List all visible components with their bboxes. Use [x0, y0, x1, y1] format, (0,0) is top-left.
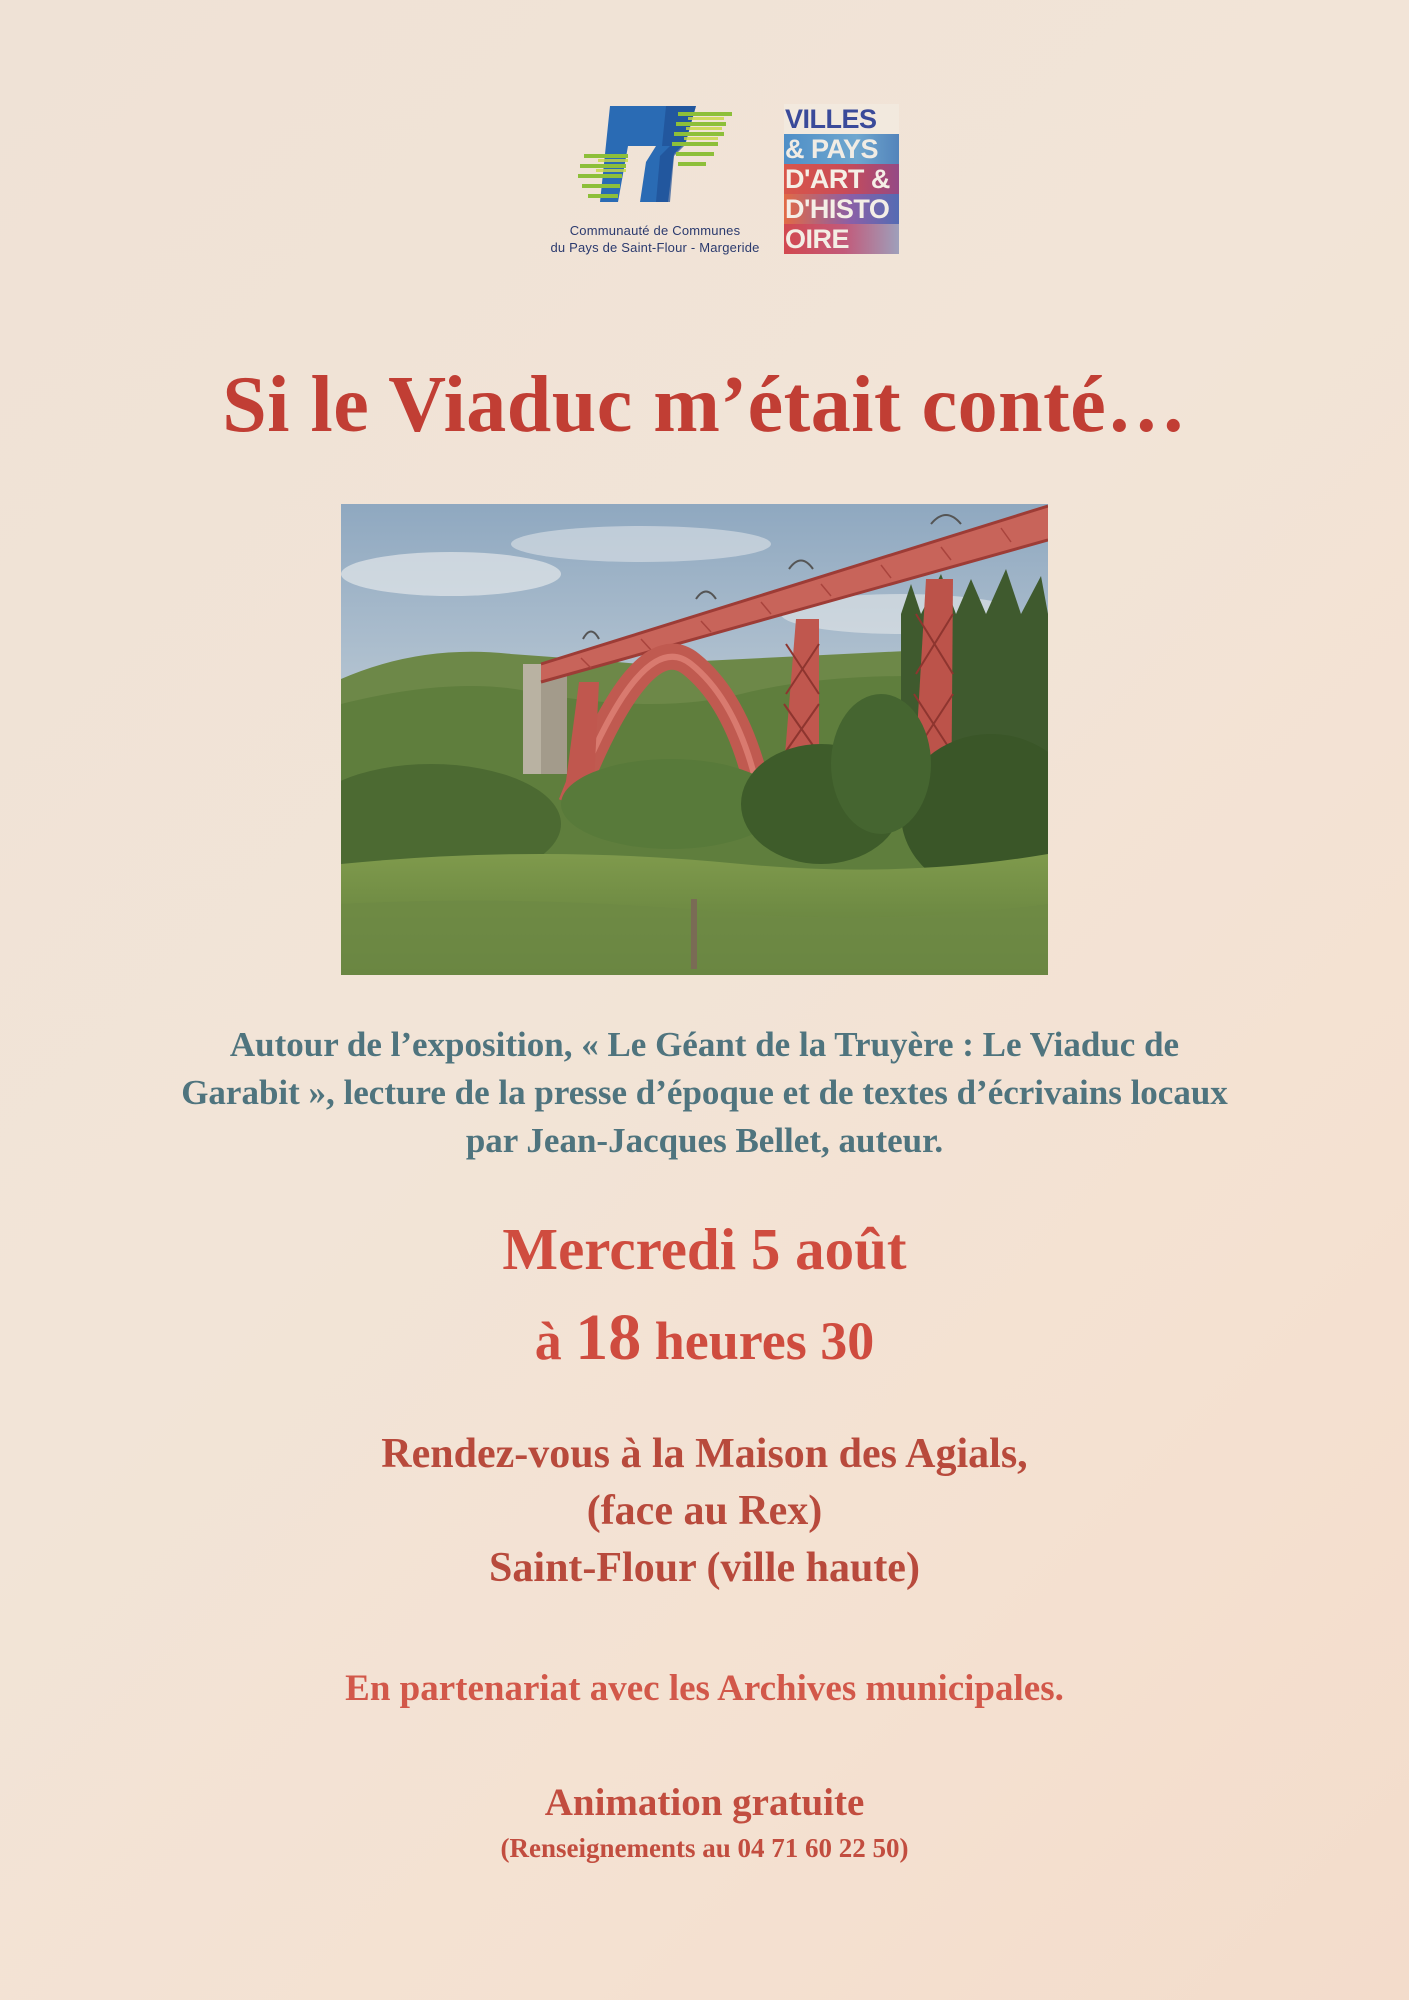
event-time	[0, 1300, 1409, 1376]
vah-logo-line: D'ART &	[784, 164, 899, 194]
venue-line: Rendez-vous à la Maison des Agials,	[381, 1431, 1028, 1477]
event-date: Mercredi 5 août	[502, 1216, 907, 1282]
contact-info: (Renseignements au 04 71 60 22 50)	[500, 1833, 909, 1863]
event-time-hour: 18	[575, 1301, 642, 1374]
event-time-suffix: heures 30	[654, 1311, 875, 1371]
free-event-label: Animation gratuite	[544, 1781, 865, 1824]
villes-et-pays-d-art-et-d-histoire-logo-icon	[783, 104, 899, 256]
description-line: Garabit », lecture de la presse d’époque et de textes d’écrivains locaux	[181, 1073, 1228, 1112]
vah-logo-line: D'HISTO	[784, 194, 899, 224]
partnership-note: En partenariat avec les Archives municipales.	[345, 1668, 1064, 1709]
vah-logo-line: & PAYS	[784, 134, 899, 164]
description-line: Autour de l’exposition, « Le Géant de la Truyère : Le Viaduc de	[229, 1025, 1180, 1064]
description-line: par Jean-Jacques Bellet, auteur.	[465, 1121, 944, 1160]
saint-flour-community-logo-icon	[578, 102, 732, 212]
venue-line: (face au Rex)	[586, 1488, 823, 1534]
page-title: Si le Viaduc m’était conté…	[222, 361, 1187, 449]
garabit-viaduct-photo	[341, 504, 1048, 975]
community-logo-line1: Communauté de Communes	[569, 223, 741, 238]
venue-line: Saint-Flour (ville haute)	[489, 1545, 920, 1591]
vah-logo-line: VILLES	[784, 104, 899, 134]
vah-logo-line: OIRE	[784, 224, 899, 254]
community-logo	[530, 100, 780, 260]
event-time-prefix: à	[534, 1311, 562, 1371]
community-logo-line2: du Pays de Saint-Flour - Margeride	[550, 240, 760, 255]
